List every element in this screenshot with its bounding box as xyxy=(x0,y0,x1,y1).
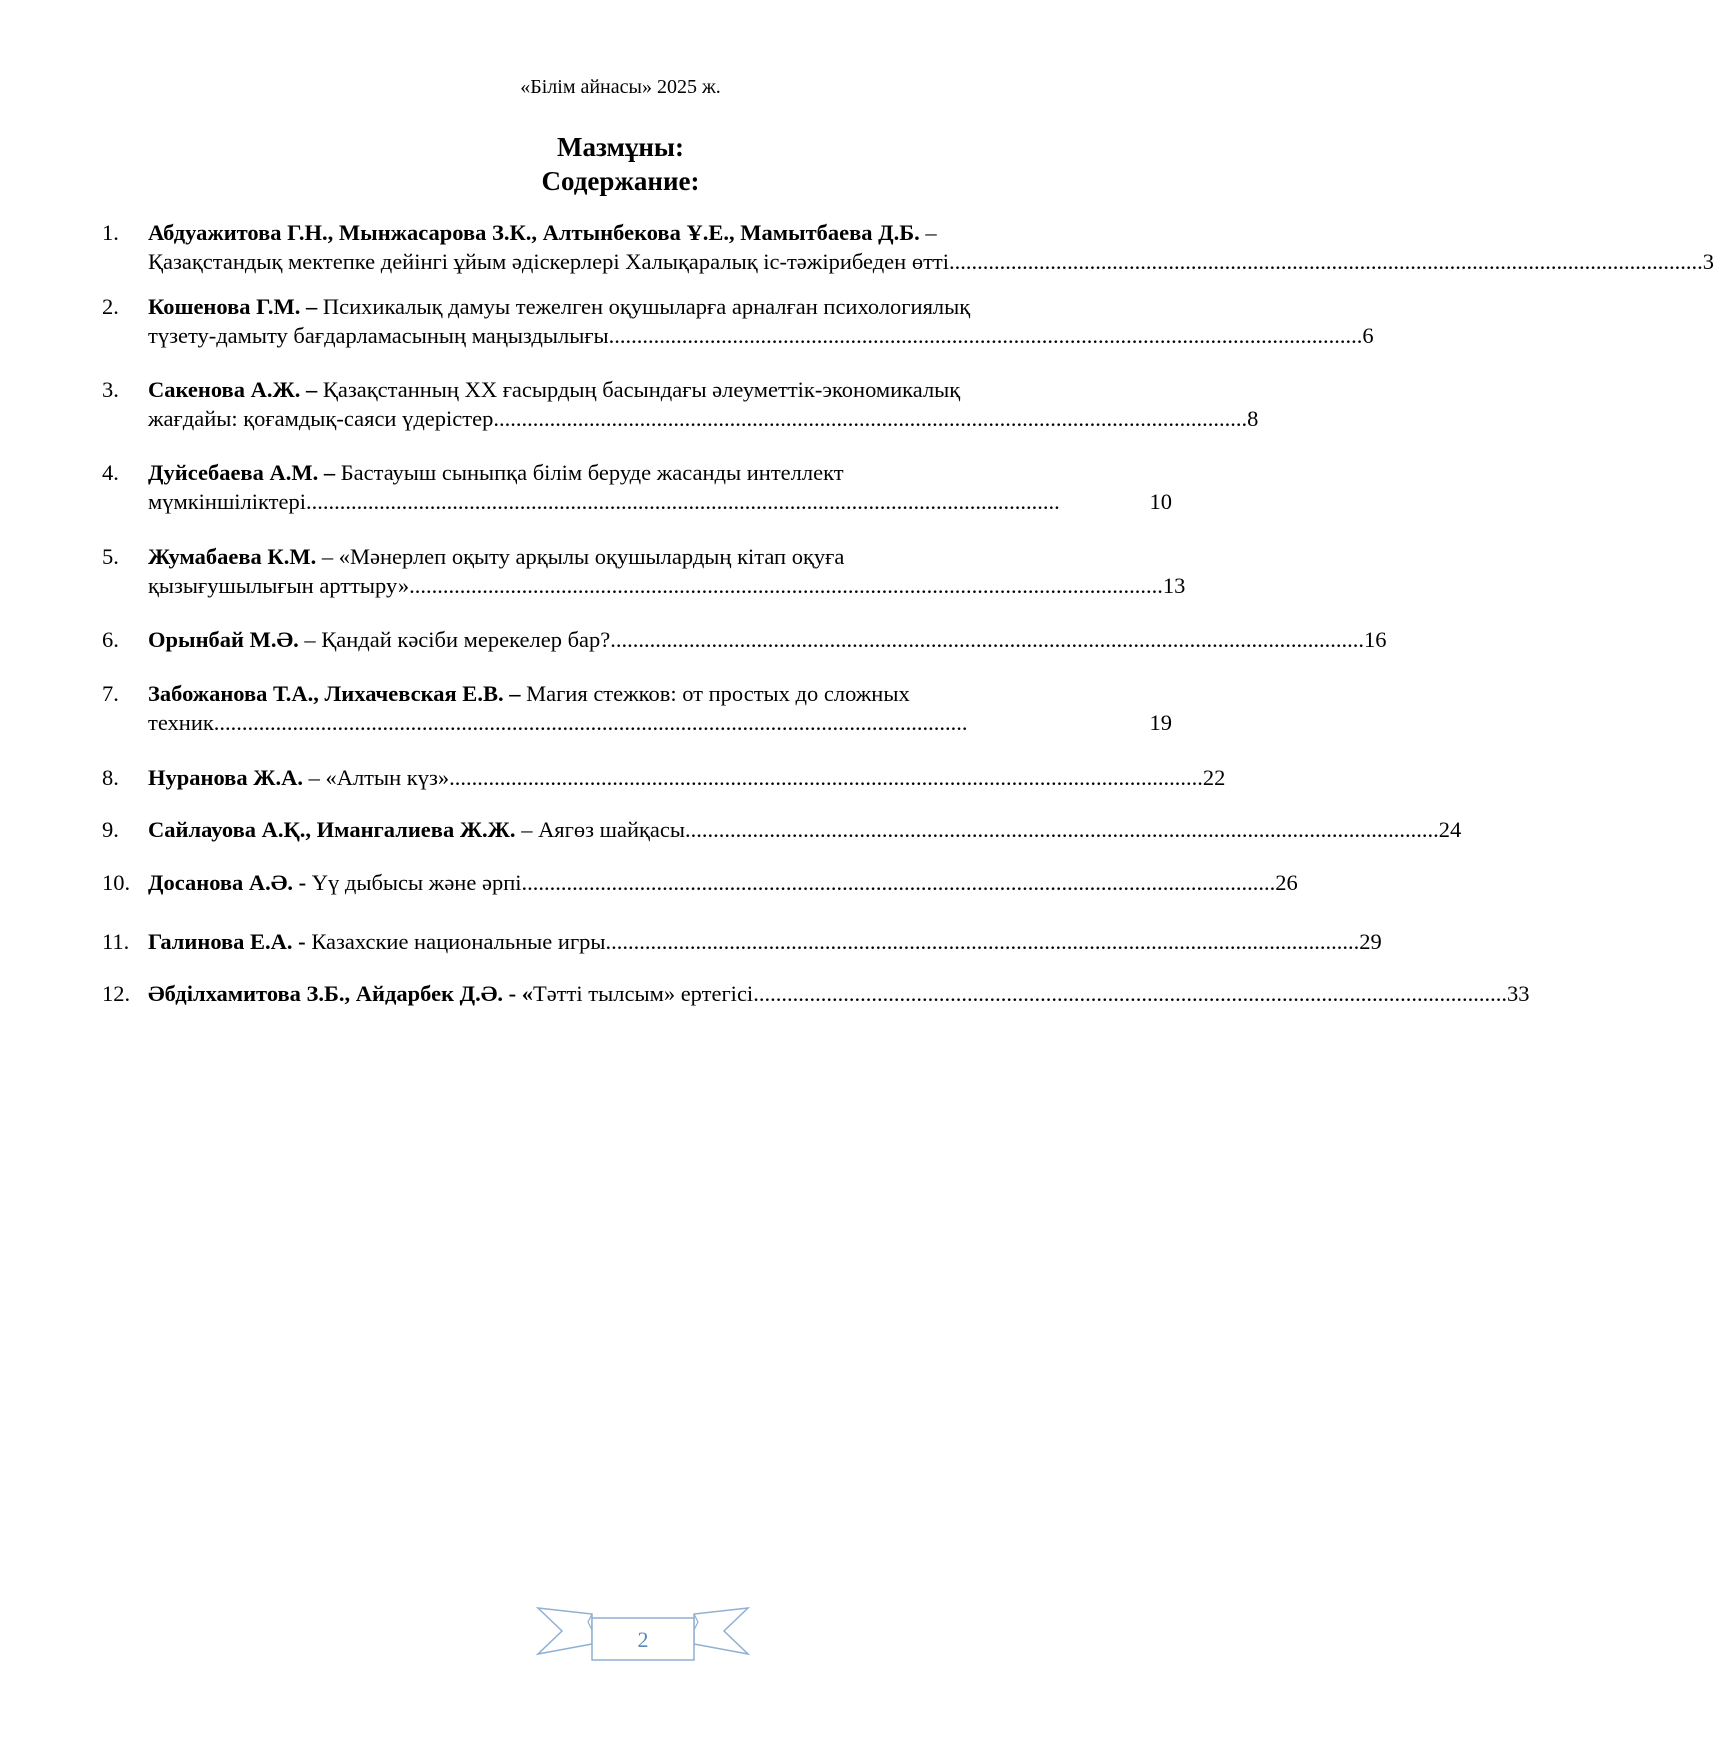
page-number-ribbon xyxy=(536,1604,750,1662)
toc-title: Бастауыш сыныпқа білім беруде жасанды интеллект xyxy=(335,460,844,485)
toc-page-number: 6 xyxy=(1362,323,1374,348)
toc-leader: ...................................................................................................................................... xyxy=(521,870,1276,895)
toc-authors: Сакенова А.Ж. – xyxy=(148,377,318,402)
toc-page-number: 26 xyxy=(1275,870,1298,895)
toc-leader: ...................................................................................................................................... xyxy=(213,710,968,735)
toc-title: Үү дыбысы және әрпі xyxy=(306,870,522,895)
toc-title-continued: түзету-дамыту бағдарламасының маңыздылығы xyxy=(148,323,609,348)
toc-title: Казахские национальные игры xyxy=(305,929,606,954)
toc-number: 11. xyxy=(102,929,130,954)
toc-title: Психикалық дамуы тежелген оқушыларға арналған психологиялық xyxy=(317,294,971,319)
toc-page-number: 22 xyxy=(1202,765,1226,790)
toc-number: 8. xyxy=(102,765,119,790)
contents-title-kz: Мазмұны: xyxy=(557,132,684,162)
toc-number: 7. xyxy=(102,681,119,706)
toc-number: 12. xyxy=(102,981,131,1006)
toc-authors: Әбділхамитова З.Б., Айдарбек Д.Ә. - « xyxy=(148,981,534,1006)
toc-number: 10. xyxy=(102,870,131,895)
toc-title-continued: техник xyxy=(148,710,214,735)
toc-title: Қазақстандық мектепке дейінгі ұйым әдіскерлері Халықаралық іс-тәжірибеден өтті xyxy=(148,249,949,274)
toc-leader: ...................................................................................................................................... xyxy=(449,765,1203,790)
toc-leader: ...................................................................................................................................... xyxy=(409,573,1163,598)
toc-authors: Нуранова Ж.А. xyxy=(148,765,303,790)
toc-number: 2. xyxy=(102,294,119,319)
toc-leader: ...................................................................................................................................... xyxy=(685,817,1439,842)
toc-title-continued: жағдайы: қоғамдық-саяси үдерістер xyxy=(148,406,494,431)
toc-authors: Досанова А.Ә. - xyxy=(148,870,307,895)
toc-title: – Қандай кәсіби мерекелер бар? xyxy=(298,627,611,652)
toc-page-number: 3 xyxy=(1702,249,1714,274)
toc-title: – «Алтын күз» xyxy=(302,765,450,790)
toc-authors: Дуйсебаева А.М. – xyxy=(148,460,336,485)
ribbon-left-tail xyxy=(538,1608,592,1654)
toc-leader: ...................................................................................................................................... xyxy=(753,981,1507,1006)
toc-page-number: 29 xyxy=(1359,929,1382,954)
toc-number: 5. xyxy=(102,544,119,569)
running-header: «Білім айнасы» 2025 ж. xyxy=(520,76,721,98)
page-number: 2 xyxy=(637,1627,649,1652)
toc-page-number: 24 xyxy=(1438,817,1462,842)
toc-authors: Кошенова Г.М. – xyxy=(148,294,318,319)
toc-authors: Галинова Е.А. - xyxy=(148,929,306,954)
toc-number: 1. xyxy=(102,220,119,245)
ribbon-right-tail xyxy=(694,1608,748,1654)
toc-number: 9. xyxy=(102,817,119,842)
toc-number: 6. xyxy=(102,627,119,652)
toc-leader: ...................................................................................................................................... xyxy=(608,323,1363,348)
toc-authors: Сайлауова А.Қ., Имангалиева Ж.Ж. xyxy=(148,817,516,842)
toc-number: 3. xyxy=(102,377,119,402)
toc-page-number: 19 xyxy=(1149,710,1172,735)
toc-authors: Жумабаева К.М. xyxy=(148,544,317,569)
toc-page-number: 8 xyxy=(1247,406,1259,431)
toc-leader: ...................................................................................................................................... xyxy=(605,929,1360,954)
toc-authors: Абдуажитова Г.Н., Мынжасарова З.К., Алтынбекова Ұ.Е., Мамытбаева Д.Б. xyxy=(148,220,920,245)
toc-leader: ...................................................................................................................................... xyxy=(493,406,1248,431)
toc-title: Магия стежков: от простых до сложных xyxy=(520,681,910,706)
toc-page-number: 16 xyxy=(1363,627,1387,652)
toc-title: – Аягөз шайқасы xyxy=(515,817,686,842)
toc-authors: Забожанова Т.А., Лихачевская Е.В. – xyxy=(148,681,521,706)
toc-page-number: 33 xyxy=(1506,981,1530,1006)
toc-title-continued: мүмкіншіліктері xyxy=(148,489,306,514)
toc-leader: ...................................................................................................................................... xyxy=(305,489,1060,514)
toc-title: Қазақстанның XX ғасырдың басындағы әлеуметтік-экономикалық xyxy=(317,377,961,402)
toc-page-number: 13 xyxy=(1162,573,1186,598)
toc-title: – «Мәнерлеп оқыту арқылы оқушылардың кітап оқуға xyxy=(316,544,845,569)
toc-page-number: 10 xyxy=(1149,489,1172,514)
toc-leader: ...................................................................................................................................... xyxy=(610,627,1364,652)
toc-title: Тәтті тылсым» ертегісі xyxy=(533,981,754,1006)
toc-authors: Орынбай М.Ә. xyxy=(148,627,299,652)
toc-number: 4. xyxy=(102,460,119,485)
toc-title-continued: қызығушылығын арттыру» xyxy=(148,573,410,598)
contents-title-ru: Содержание: xyxy=(541,166,700,196)
toc-separator: – xyxy=(919,220,937,245)
toc-leader: ...................................................................................................................................... xyxy=(949,249,1703,274)
